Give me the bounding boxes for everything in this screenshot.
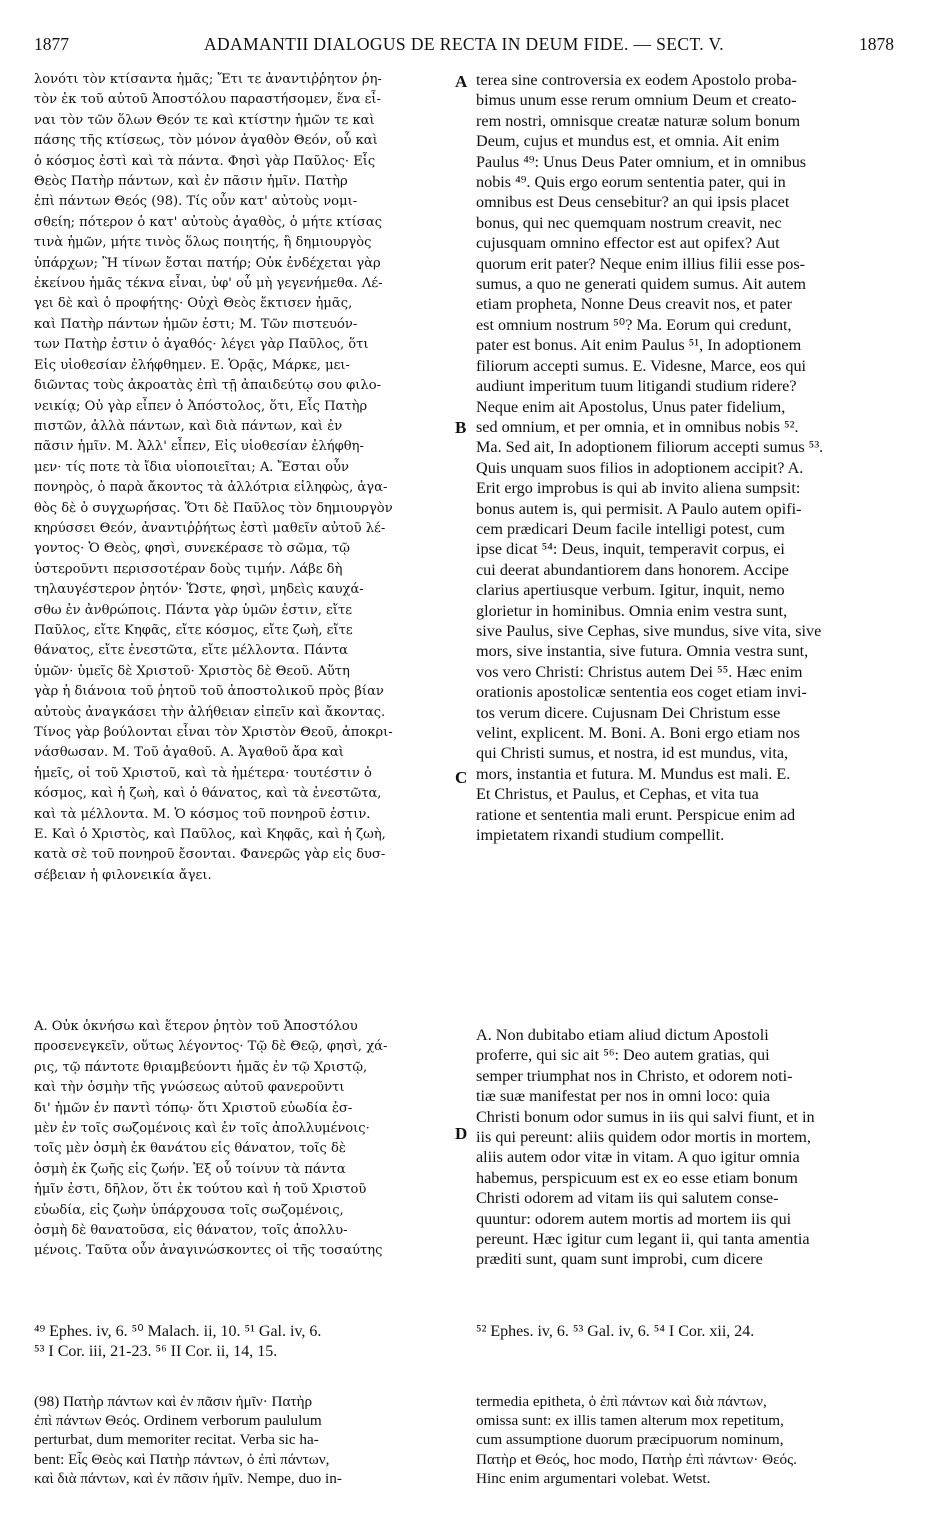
latin-text-line: Deum, cujus et mundus est, et omnia. Ait enim [476, 132, 780, 151]
greek-text-line: ἐκείνου ἡμᾶς τέκνα εἶναι, ὑφ' οὗ μὴ γεγενήμεθα. Λέ- [34, 276, 383, 292]
greek-text-line: ὑμῶν· ὑμεῖς δὲ Χριστοῦ· Χριστὸς δὲ Θεοῦ. Αὕτη [34, 663, 350, 679]
greek-text-line: τινὰ ἡμῶν, μήτε τινὸς ὅλως ποιητής, ἢ δημιουργὸς [34, 235, 372, 251]
latin-text-line: ratione et sententia mali erunt. Perspicue enim ad [476, 805, 796, 824]
greek-text-line: νεικίᾳ; Οὐ γὰρ εἶπεν ὁ Ἀπόστολος, ὅτι, Εἷς Πατὴρ [34, 398, 368, 414]
greek-column-main [34, 70, 452, 886]
greek-text-line: ὀσμὴ δὲ θανατοῦσα, εἰς θάνατον, τοῖς ἀπολλυ- [34, 1223, 348, 1239]
greek-text-line: ἐπὶ πάντων Θεός (98). Τίς οὖν κατ' αὐτοὺς νομι- [34, 194, 358, 210]
running-title: ADAMANTII DIALOGUS DE RECTA IN DEUM FIDE. — SECT. V. [203, 34, 725, 54]
greek-text-line: ὁ κόσμος ἐστὶ καὶ τὰ πάντα. Φησὶ γὰρ Παῦλος· Εἷς [34, 153, 376, 169]
latin-text-line: tos verum dicere. Cujusnam Dei Christum esse [476, 703, 781, 722]
latin-text-line: pereunt. Hæc igitur cum legant ii, qui tanta amentia [476, 1230, 810, 1249]
latin-text-line: bonus, qui nec quemquam nostrum creavit, nec [476, 213, 782, 232]
greek-text-line: νάσθωσαν. Μ. Τοῦ ἀγαθοῦ. Α. Ἀγαθοῦ ἄρα καὶ [34, 745, 344, 761]
greek-text-line: τὸν ἐκ τοῦ αὐτοῦ Ἀποστόλου παραστήσομεν, ἕνα εἶ- [34, 92, 381, 108]
section-marker-d: D [455, 1124, 468, 1143]
latin-text-line: vos vero Christi: Christus autem Dei ⁵⁵. Hæc enim [476, 662, 803, 681]
latin-text-line: bimus unum esse rerum omnium Deum et creato- [476, 91, 797, 110]
greek-text-line: κόσμος, καὶ ἡ ζωὴ, καὶ ὁ θάνατος, καὶ τὰ ἐνεστῶτα, [34, 786, 382, 802]
greek-text-line: καὶ τὰ μέλλοντα. Μ. Ὁ κόσμος τοῦ πονηροῦ ἐστιν. [34, 806, 371, 822]
footnotes-right: ⁵² Ephes. iv, 6. ⁵³ Gal. iv, 6. ⁵⁴ I Cor. xii, 24. [476, 1323, 755, 1340]
latin-text-line: Paulus ⁴⁹: Unus Deus Pater omnium, et in omnibus [476, 152, 807, 171]
greek-text-line: θὸς δὲ ὁ συγχωρήσας. Ὅτι δὲ Παῦλος τὸν δημιουργὸν [34, 500, 393, 516]
latin-text-line: mors, instantia et futura. M. Mundus est mali. E. [476, 764, 791, 783]
note-text-line: Πατὴρ et Θεός, hoc modo, Πατὴρ ἐπὶ πάντων· Θεός. [476, 1450, 797, 1468]
greek-text-line: λονότι τὸν κτίσαντα ἡμᾶς; Ἔτι τε ἀναντιῤῥητον ῥη- [34, 72, 382, 87]
latin-text-line: bonus autem is, qui permisit. A Paulo autem opifi- [476, 499, 802, 518]
greek-text-line: σθείη; πότερον ὁ κατ' αὐτοὺς ἀγαθὸς, ὁ μήτε κτίσας [34, 214, 383, 230]
greek-text-line: Εἰς υἱοθεσίαν ἐλήφθημεν. Ε. Ὁρᾷς, Μάρκε, μει- [34, 357, 350, 373]
latin-column-second [476, 1025, 894, 1270]
greek-text-line: κηρύσσει Θεόν, ἀναντιῤῥήτως ἐστὶ μαθεῖν αὐτοῦ λέ- [34, 520, 386, 536]
latin-text-line: qui Christi sumus, et nostra, id est mundus, vita, [476, 744, 789, 763]
latin-text-line: omnibus est Deus censebitur? an qui ipsis placet [476, 193, 790, 212]
greek-text-line: μένοις. Ταῦτα οὖν ἀναγινώσκοντες οἱ τῆς τοσαύτης [34, 1243, 383, 1259]
footnotes-left-1: ⁴⁹ Ephes. iv, 6. ⁵⁰ Malach. ii, 10. ⁵¹ Gal. iv, 6. [34, 1323, 322, 1340]
latin-text-line: iis qui pereunt: aliis quidem odor mortis in mortem, [476, 1128, 811, 1147]
greek-text-line: πονηρὸς, ὁ παρὰ ἄκοντος τὰ ἀλλότρια εἰληφὼς, ἀγα- [34, 480, 388, 496]
greek-text-line: Τίνος γὰρ βούλονται εἶναι τὸν Χριστὸν Θεοῦ, ἀποκρι- [34, 725, 393, 740]
greek-text-line: Παῦλος, εἴτε Κηφᾶς, εἴτε κόσμος, εἴτε ζωὴ, εἴτε [34, 622, 353, 638]
greek-text-line: μεν· τίς ποτε τὰ ἴδια υἱοποιεῖται; Α. Ἔσται οὖν [34, 459, 349, 475]
latin-text-line: impietatem rixandi studium compellit. [476, 826, 725, 845]
page-number-left: 1877 [34, 34, 69, 54]
greek-text-line: ὀσμὴ ἐκ ζωῆς εἰς ζωήν. Ἐξ οὗ τοίνυν τὰ πάντα [34, 1161, 346, 1177]
latin-text-line: habemus, perspicuum est ex eo esse etiam bonum [476, 1168, 798, 1187]
latin-text-line: A. Non dubitabo etiam aliud dictum Apostoli [476, 1026, 769, 1044]
latin-text-line: quuntur: odorem autem mortis ad mortem iis qui [476, 1209, 792, 1228]
latin-text-line: quorum erit pater? Neque enim illius filii esse pos- [476, 254, 806, 273]
latin-text-line: est omnium nostrum ⁵⁰? Ma. Eorum qui credunt, [476, 315, 792, 334]
note-text-line: Hinc enim argumentari volebat. Wetst. [476, 1469, 711, 1487]
greek-text-line: ἡμεῖς, οἱ τοῦ Χριστοῦ, καὶ τὰ ἡμέτερα· τουτέστιν ὁ [34, 765, 372, 781]
latin-text-line: velint, explicent. M. Boni. A. Boni ergo etiam nos [476, 724, 800, 742]
section-marker-a: A [455, 72, 468, 91]
greek-text-line: Θεὸς Πατὴρ πάντων, καὶ ἐν πᾶσιν ἡμῖν. Πατὴρ [34, 174, 348, 190]
greek-text-line: Α. Οὐκ ὀκνήσω καὶ ἕτερον ῥητὸν τοῦ Ἀποστόλου [34, 1019, 358, 1034]
latin-text-line: sed omnium, et per omnia, et in omnibus nobis ⁵². [476, 417, 799, 436]
greek-text-line: σθω ἐν ἀνθρώποις. Πάντα γὰρ ὑμῶν ἐστιν, εἴτε [34, 602, 352, 618]
latin-text-line: præditi sunt, quam sunt improbi, cum dicere [476, 1250, 763, 1269]
footnotes-left-2: ⁵³ I Cor. iii, 21-23. ⁵⁶ II Cor. ii, 14, 15. [34, 1343, 278, 1360]
greek-text-line: ναι τὸν τῶν ὅλων Θεόν τε καὶ κτίστην ἡμῶν τε καὶ [34, 112, 375, 128]
note-text-line: omissa sunt: ex illis tamen alterum mox repetitum, [476, 1412, 784, 1430]
latin-text-line: cui deerat abundantiorem dans honorem. Accipe [476, 560, 789, 579]
greek-text-line: ὑστεροῦντι περισσοτέραν δοὺς τιμήν. Λάβε δὴ [34, 561, 343, 577]
latin-text-line: Et Christus, et Paulus, et Cephas, et vita tua [476, 785, 759, 804]
greek-text-line: ἡμῖν ἐστι, δῆλον, ὅτι ἐκ τούτου καὶ ἡ τοῦ Χριστοῦ [34, 1182, 367, 1198]
greek-text-line: γὰρ ἡ διάνοια τοῦ ῥητοῦ τοῦ ἀποστολικοῦ πρὸς βίαν [34, 684, 384, 700]
latin-text-line: Neque enim ait Apostolus, Unus pater fidelium, [476, 397, 786, 416]
latin-text-line: filiorum accepti sumus. E. Videsne, Marce, eos qui [476, 356, 807, 375]
greek-text-line: τηλαυγέστερον ῥητόν· Ὥστε, φησὶ, μηδεὶς καυχά- [34, 582, 364, 598]
greek-text-line: πᾶσιν ἡμῖν. Μ. Ἀλλ' εἶπεν, Εἰς υἱοθεσίαν ἐλήφθη- [34, 439, 364, 455]
latin-text-line: terea sine controversia ex eodem Apostolo proba- [476, 71, 797, 89]
latin-text-line: sumus, a quo ne generati quidem sumus. Ait autem [476, 275, 806, 294]
editor-note-right [476, 1392, 894, 1488]
latin-text-line: pater est bonus. Ait enim Paulus ⁵¹, In adoptionem [476, 336, 802, 355]
section-marker-c: C [455, 768, 468, 787]
latin-text-line: Ma. Sed ait, In adoptionem filiorum accepti sumus ⁵³. [476, 438, 824, 457]
greek-text-line: προσενεγκεῖν, οὕτως λέγοντος· Τῷ δὲ Θεῷ, φησὶ, χά- [34, 1039, 388, 1055]
latin-text-line: tiæ suæ manifestat per nos in omni loco: quia [476, 1087, 771, 1106]
note-text-line: bent: Εἷς Θεὸς καὶ Πατὴρ πάντων, ὁ ἐπὶ πάντων, [34, 1450, 330, 1468]
greek-text-line: καὶ τὴν ὀσμὴν τῆς γνώσεως αὐτοῦ φανεροῦντι [34, 1080, 345, 1096]
latin-text-line: Christi bonum odor sumus in iis qui salvi fiunt, et in [476, 1107, 815, 1126]
latin-text-line: cujusquam omnino effector est aut opifex? Aut [476, 234, 780, 253]
latin-text-line: aliis autem odor vitæ in vitam. A quo igitur omnia [476, 1148, 800, 1167]
greek-text-line: καὶ Πατὴρ πάντων ἡμῶν ἐστι; Μ. Τῶν πιστευόν- [34, 316, 358, 332]
latin-text-line: proferre, qui sic ait ⁵⁶: Deo autem gratias, qui [476, 1046, 770, 1065]
greek-text-line: ὑπάρχων; Ἢ τίνων ἔσται πατήρ; Οὐκ ἐνδέχεται γὰρ [34, 255, 381, 271]
note-text-line: ἐπὶ πάντων Θεός. Ordinem verborum paululum [34, 1412, 322, 1430]
latin-text-line: etiam propheta, Nonne Deus creavit nos, et pater [476, 295, 792, 314]
greek-text-line: σέβειαν ἡ φιλονεικία ἄγει. [34, 867, 212, 883]
latin-text-line: orationis apostolicæ sententia eos coget etiam invi- [476, 683, 807, 702]
latin-text-line: ipse dicat ⁵⁴: Deus, inquit, temperavit corpus, ei [476, 540, 785, 559]
latin-text-line: Christi odorem ad vitam iis qui salutem conse- [476, 1189, 779, 1208]
latin-text-line: cem prædicari Deum facile intelligi potest, cum [476, 519, 785, 538]
greek-text-line: διῶντας τοὺς ἀκροατὰς ἐπὶ τῇ ἀπαιδεύτῳ σου φιλο- [34, 378, 382, 394]
latin-text-line: semper triumphat nos in Christo, et odorem noti- [476, 1066, 793, 1085]
latin-text-line: nobis ⁴⁹. Quis ergo eorum sententia pater, qui in [476, 173, 786, 192]
note-text-line: cum assumptione duorum præcipuorum nominum, [476, 1431, 784, 1449]
editor-note-left [34, 1392, 452, 1488]
note-text-line: termedia epitheta, ὁ ἐπὶ πάντων καὶ διὰ πάντων, [476, 1393, 767, 1410]
latin-text-line: Erit ergo improbus is qui ab invito aliena sumpsit: [476, 479, 801, 498]
latin-text-line: glorietur in hominibus. Omnia enim vestra sunt, [476, 601, 788, 620]
greek-text-line: πιστῶν, ἀλλὰ πάντων, καὶ διὰ πάντων, καὶ ἐν [34, 418, 343, 434]
latin-text-line: Quis unquam suos filios in adoptionem accipit? A. [476, 458, 804, 477]
greek-text-line: δι' ἡμῶν ἐν παντὶ τόπῳ· ὅτι Χριστοῦ εὐωδία ἐσ- [34, 1100, 353, 1116]
latin-text-line: clarius apertiusque verbum. Igitur, inquit, nemo [476, 581, 785, 600]
note-text-line: perturbat, dum memoriter recitat. Verba sic ha- [34, 1431, 319, 1449]
latin-column-main [476, 70, 894, 845]
greek-text-line: εὐωδία, εἰς ζωὴν ὑπάρχουσα τοῖς σωζομένοις, [34, 1202, 344, 1218]
latin-text-line: audiunt imperitum tuum litigandi studium ridere? [476, 377, 797, 396]
greek-text-line: θάνατος, εἴτε ἐνεστῶτα, εἴτε μέλλοντα. Πάντα [34, 643, 349, 659]
greek-text-line: ρις, τῷ πάντοτε θριαμβεύοντι ἡμᾶς ἐν τῷ Χριστῷ, [34, 1059, 368, 1075]
page-number-right: 1878 [859, 34, 894, 54]
note-text-line: καὶ διὰ πάντων, καὶ ἐν πᾶσιν ἡμῖν. Nempe, duo in- [34, 1469, 342, 1487]
greek-text-line: Ε. Καὶ ὁ Χριστὸς, καὶ Παῦλος, καὶ Κηφᾶς, καὶ ἡ ζωὴ, [34, 827, 386, 843]
running-header [34, 34, 894, 60]
greek-text-line: αὐτοὺς ἀναγκάσει τὴν ἀλήθειαν εἰπεῖν καὶ ἄκοντας. [34, 704, 386, 720]
greek-text-line: μὲν ἐν τοῖς σωζομένοις καὶ ἐν τοῖς ἀπολλυμένοις· [34, 1121, 370, 1137]
greek-text-line: πάσης τῆς κτίσεως, τὸν μόνον ἀγαθὸν Θεόν, οὗ καὶ [34, 133, 378, 149]
greek-text-line: τοῖς μὲν ὀσμὴ ἐκ θανάτου εἰς θάνατον, τοῖς δὲ [34, 1141, 346, 1157]
latin-text-line: rem nostri, omnisque creatæ naturæ solum bonum [476, 111, 801, 130]
latin-text-line: mors, sive instantia, sive futura. Omnia vestra sunt, [476, 642, 809, 661]
section-marker-b: B [455, 418, 467, 437]
latin-text-line: sive Paulus, sive Cephas, sive mundus, sive vita, sive [476, 621, 822, 640]
greek-text-line: γοντος· Ὁ Θεὸς, φησὶ, συνεκέρασε τὸ σῶμα, τῷ [34, 541, 350, 557]
greek-text-line: γει δὲ καὶ ὁ προφήτης· Οὐχὶ Θεὸς ἔκτισεν ἡμᾶς, [34, 296, 353, 312]
note-text-line: (98) Πατὴρ πάντων καὶ ἐν πᾶσιν ἡμῖν· Πατὴρ [34, 1393, 313, 1410]
greek-text-line: κατὰ σὲ τοῦ πονηροῦ ἔσονται. Φανερῶς γὰρ εἰς δυσ- [34, 847, 386, 863]
greek-text-line: των Πατὴρ ἐστιν ὁ ἀγαθός· λέγει γὰρ Παῦλος, ὅτι [34, 337, 369, 353]
greek-column-second [34, 1017, 452, 1262]
